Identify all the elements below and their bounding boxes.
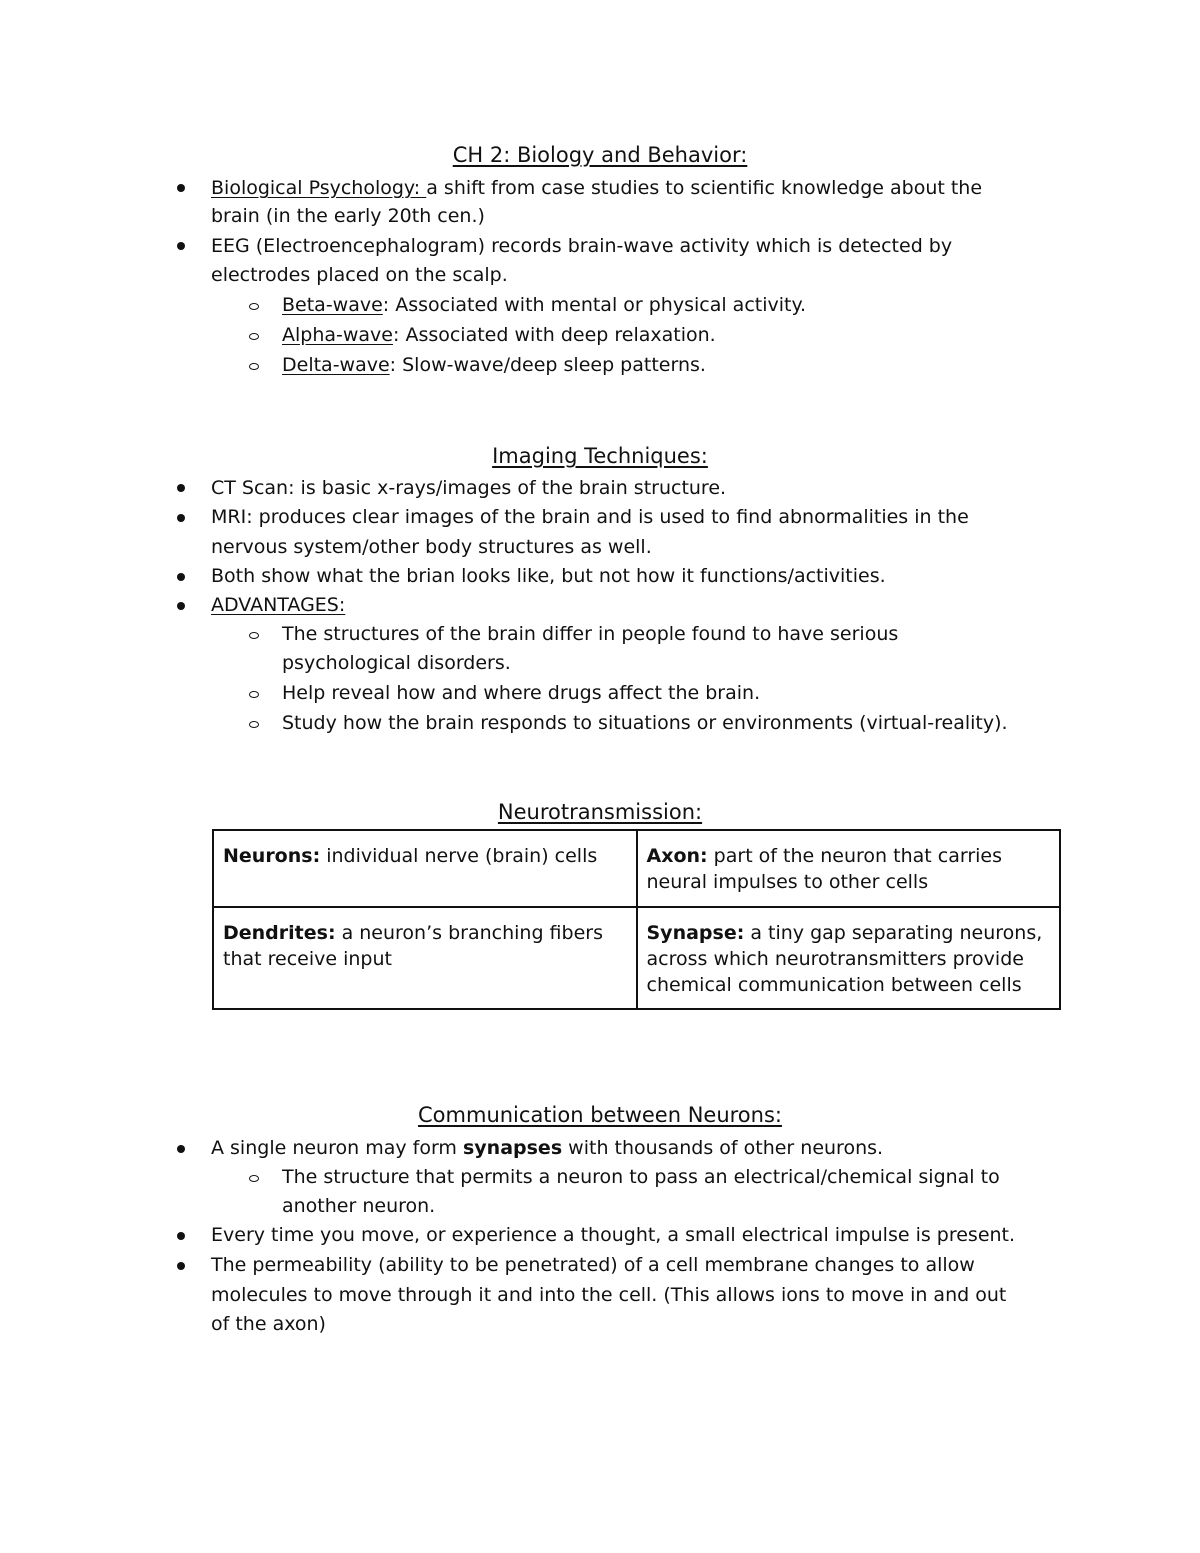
cell-term: Dendrites: <box>223 922 336 944</box>
cell-text: a tiny gap separating neurons, across which neurotransmitters provide chemical communication between cells <box>646 922 1043 996</box>
bullet-dot <box>177 242 185 250</box>
bullet-dot <box>177 484 185 492</box>
bullet-text-cont: brain (in the early 20th cen.) <box>211 205 485 227</box>
cell-term: Axon: <box>646 845 708 867</box>
bullet-dot <box>177 184 185 192</box>
term-delta-wave: Delta-wave <box>282 354 390 376</box>
bullet-dot <box>177 514 185 522</box>
sub-bullet-text-cont: another neuron. <box>282 1195 436 1217</box>
bullet-every-time: Every time you move, or experience a thought, a small electrical impulse is present. <box>211 1224 1016 1246</box>
sub-bullet-circle <box>249 363 259 370</box>
cell-term: Synapse: <box>646 922 745 944</box>
bullet-bold-term: synapses <box>462 1137 563 1159</box>
term-biological-psychology: Biological Psychology: <box>211 177 427 199</box>
section-title-communication: Communication between Neurons: <box>418 1103 782 1127</box>
bullet-advantages: ADVANTAGES: <box>211 594 346 616</box>
bullet-dot <box>177 1232 185 1240</box>
sub-bullet-circle <box>249 632 259 639</box>
bullet-text: with thousands of other neurons. <box>562 1137 884 1159</box>
sub-bullet-alpha-wave <box>282 323 716 347</box>
sub-bullet-text: : Associated with mental or physical activity. <box>382 294 807 316</box>
sub-bullet-circle <box>249 721 259 728</box>
table-cell-neurons <box>213 830 637 907</box>
sub-bullet-structure-permits: The structure that permits a neuron to pass an electrical/chemical signal to <box>282 1166 1000 1188</box>
sub-bullet-text: : Associated with deep relaxation. <box>393 324 716 346</box>
table-cell-dendrites <box>213 907 637 1009</box>
section-title-imaging-techniques: Imaging Techniques: <box>492 444 708 468</box>
bullet-text-cont: molecules to move through it and into the cell. (This allows ions to move in and out <box>211 1284 1007 1306</box>
sub-bullet-circle <box>249 691 259 698</box>
sub-bullet-circle <box>249 333 259 340</box>
bullet-text-cont: electrodes placed on the scalp. <box>211 264 508 286</box>
table-cell-axon <box>637 830 1061 907</box>
bullet-ct-scan: CT Scan: is basic x-rays/images of the brain structure. <box>211 477 727 499</box>
sub-bullet-structures: The structures of the brain differ in people found to have serious <box>282 623 899 645</box>
neurotransmission-table <box>212 829 1061 1010</box>
bullet-dot <box>177 1262 185 1270</box>
bullet-text-cont: nervous system/other body structures as well. <box>211 536 652 558</box>
bullet-eeg: EEG (Electroencephalogram) records brain-wave activity which is detected by <box>211 235 953 257</box>
sub-bullet-text-cont: psychological disorders. <box>282 652 511 674</box>
bullet-permeability: The permeability (ability to be penetrated) of a cell membrane changes to allow <box>211 1254 975 1276</box>
cell-text: individual nerve (brain) cells <box>320 845 598 867</box>
bullet-biological-psychology <box>211 176 982 200</box>
sub-bullet-study: Study how the brain responds to situations or environments (virtual-reality). <box>282 712 1008 734</box>
bullet-text: A single neuron may form <box>211 1137 463 1159</box>
section-title-biology-behavior: CH 2: Biology and Behavior: <box>452 143 748 167</box>
bullet-both-show: Both show what the brian looks like, but not how it functions/activities. <box>211 565 886 587</box>
bullet-text-cont: of the axon) <box>211 1313 326 1335</box>
sub-bullet-beta-wave <box>282 293 806 317</box>
sub-bullet-circle <box>249 1175 259 1182</box>
sub-bullet-circle <box>249 303 259 310</box>
bullet-dot <box>177 1145 185 1153</box>
sub-bullet-delta-wave <box>282 353 706 377</box>
cell-text: a neuron’s branching fibers that receive input <box>223 922 603 970</box>
bullet-mri: MRI: produces clear images of the brain and is used to find abnormalities in the <box>211 506 969 528</box>
term-beta-wave: Beta-wave <box>282 294 383 316</box>
term-alpha-wave: Alpha-wave <box>282 324 393 346</box>
table-cell-synapse <box>637 907 1061 1009</box>
bullet-dot <box>177 573 185 581</box>
bullet-single-neuron <box>211 1136 883 1160</box>
bullet-dot <box>177 602 185 610</box>
bullet-text: a shift from case studies to scientific knowledge about the <box>426 177 983 199</box>
sub-bullet-drugs: Help reveal how and where drugs affect the brain. <box>282 682 761 704</box>
cell-text: part of the neuron that carries neural impulses to other cells <box>646 845 1003 893</box>
section-title-neurotransmission: Neurotransmission: <box>497 800 703 824</box>
sub-bullet-text: : Slow-wave/deep sleep patterns. <box>389 354 706 376</box>
cell-term: Neurons: <box>223 845 321 867</box>
